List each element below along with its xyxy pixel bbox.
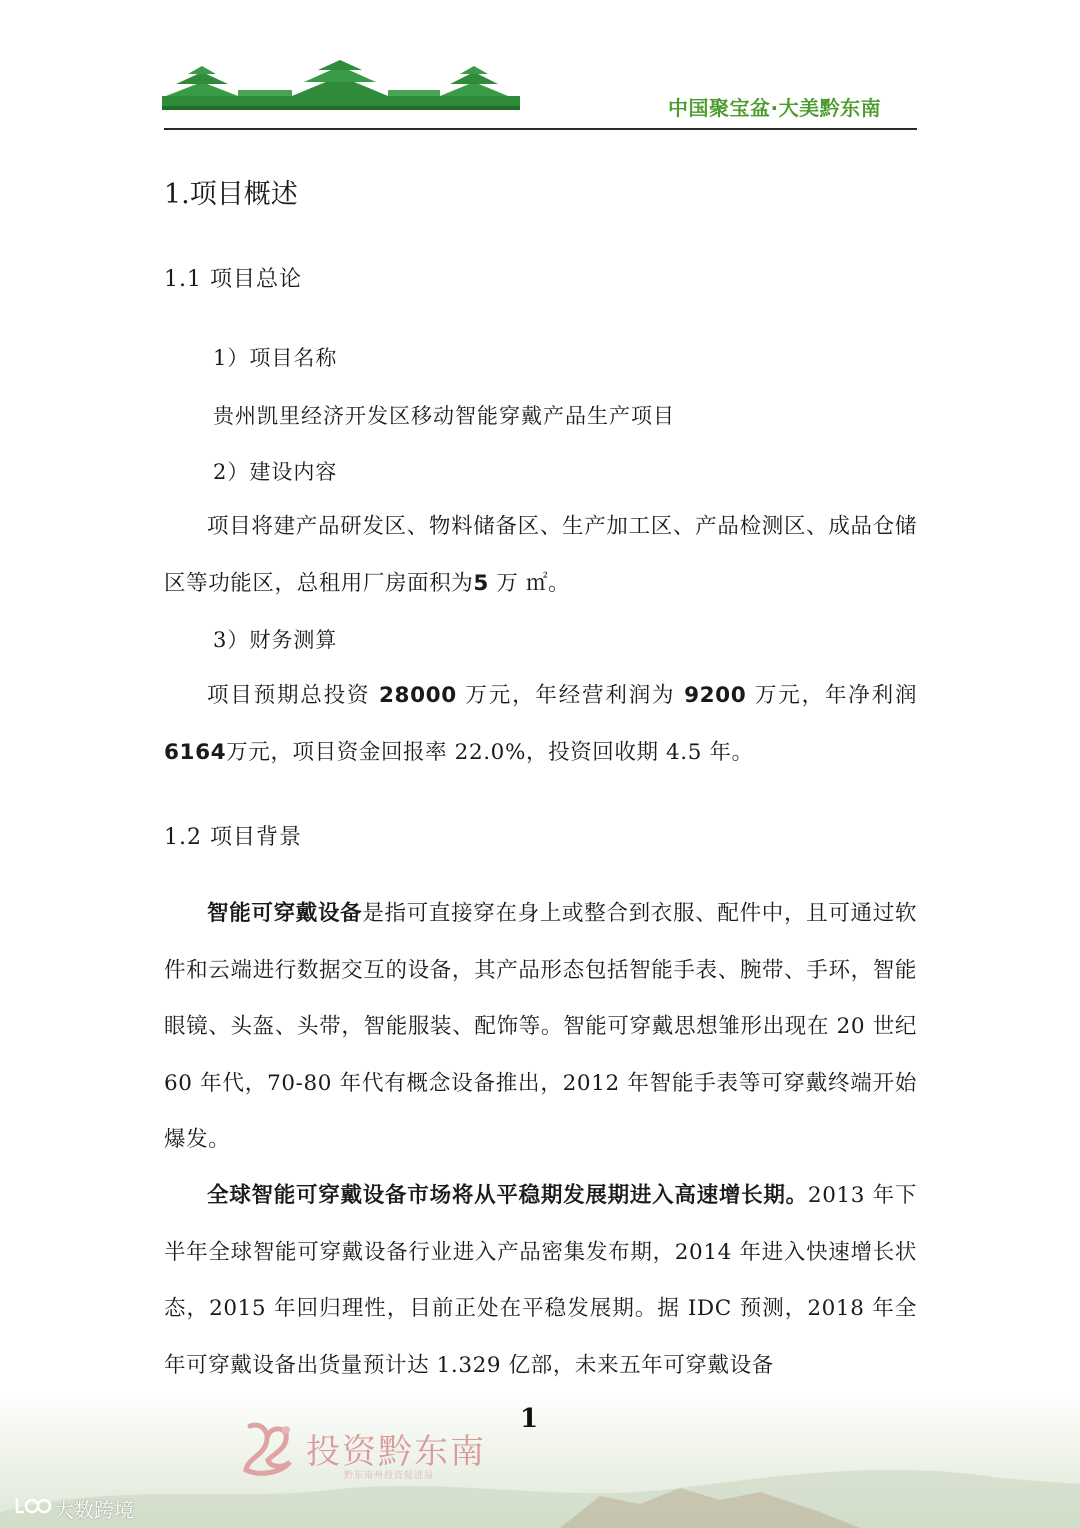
header-pagoda-banner (162, 58, 520, 118)
page-number: 1 (520, 1404, 539, 1434)
subheading-finance: 3）财务测算 (213, 628, 338, 652)
watermark-text: 大数跨境 (54, 1498, 134, 1522)
background-paragraph-1: 智能可穿戴设备是指可直接穿在身上或整合到衣服、配件中，且可通过软件和云端进行数据交互的设备，其产品形态包括智能手表、腕带、手环，智能眼镜、头盔、头带，智能服装、配饰等。智能可穿戴思想雏形出现在 20 世纪 60 年代，70-80 年代有概念设备推出，2012 年智能手表等可穿戴终端开始爆发。 (164, 901, 917, 1152)
finance-paragraph: 项目预期总投资 28000 万元，年经营利润为 9200 万元，年净利润 6164万元，项目资金回报率 22.0%，投资回收期 4.5 年。 (164, 683, 918, 765)
watermark-logo-icon (14, 1494, 52, 1516)
footer-landscape (0, 1392, 1080, 1528)
construction-paragraph: 项目将建产品研发区、物料储备区、生产加工区、产品检测区、成品仓储区等功能区，总租用厂房面积为5 万 ㎡。 (164, 514, 917, 596)
footer-logo-icon (240, 1418, 300, 1482)
section-title-overview: 1.项目概述 (164, 179, 298, 210)
project-name-text: 贵州凯里经济开发区移动智能穿戴产品生产项目 (213, 404, 675, 428)
section-heading-background: 1.2 项目背景 (164, 825, 302, 850)
background-paragraph-2: 全球智能可穿戴设备市场将从平稳期发展期进入高速增长期。2013 年下半年全球智能可穿戴设备行业进入产品密集发布期，2014 年进入快速增长状态，2015 年回归理性，目前正处在平稳发展期。据 IDC 预测，2018 年全年可穿戴设备出货量预计达 1.329 亿部，未来五年可穿戴设备 (164, 1183, 917, 1378)
subheading-project-name: 1）项目名称 (213, 346, 338, 370)
header-divider (164, 128, 917, 130)
section-heading-summary: 1.1 项目总论 (164, 267, 302, 292)
footer-logo-subtitle: 黔东南州投资促进局 (344, 1471, 435, 1481)
subheading-construction: 2）建设内容 (213, 460, 338, 484)
header-slogan: 中国聚宝盆·大美黔东南 (668, 96, 882, 120)
footer-logo-text: 投资黔东南 (306, 1432, 486, 1472)
